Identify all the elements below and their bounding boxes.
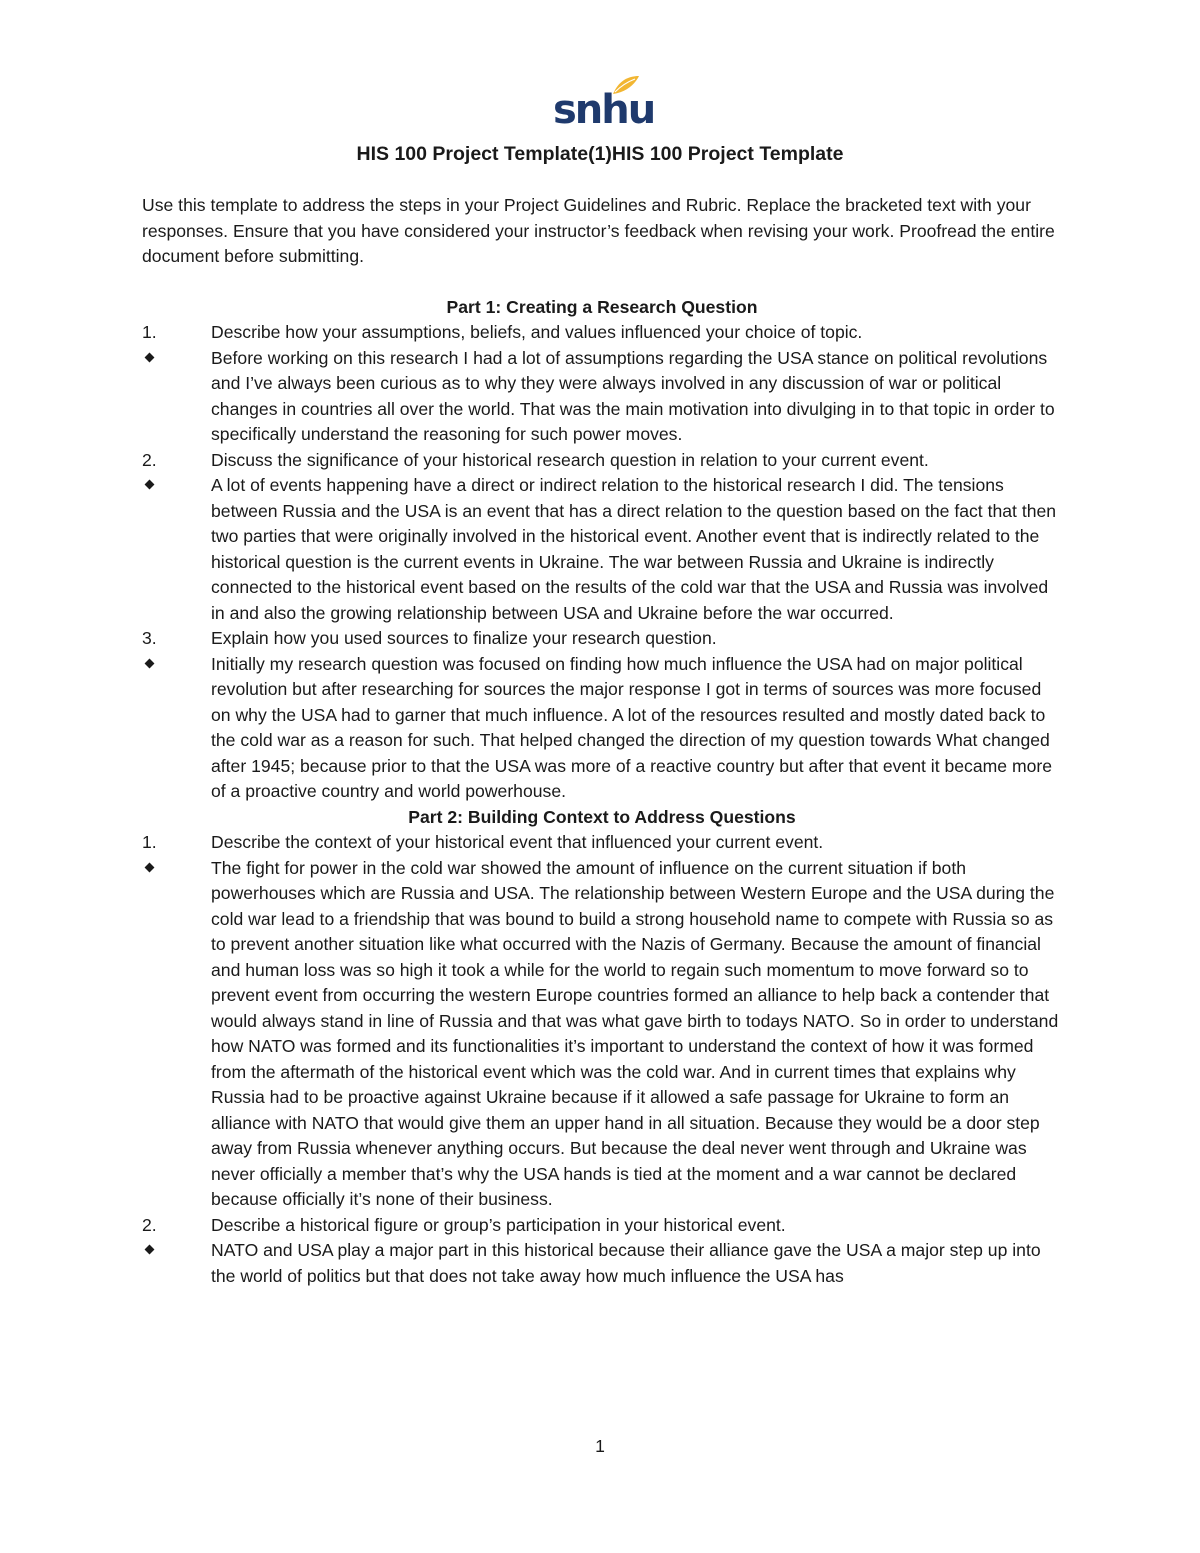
question-text: Describe a historical figure or group’s participation in your historical event. (211, 1214, 786, 1235)
question-text: Discuss the significance of your historical research question in relation to your current event. (211, 449, 929, 470)
list-item (142, 473, 1062, 626)
list-item (142, 830, 1062, 856)
question-text: Describe how your assumptions, beliefs, and values influenced your choice of topic. (211, 322, 863, 342)
list-item (142, 320, 1062, 346)
part1-heading: Part 1: Creating a Research Question (446, 296, 758, 317)
list-item (142, 1213, 1062, 1239)
part2-list (142, 830, 1062, 1289)
snhu-logo (553, 74, 655, 134)
answer-text: The fight for power in the cold war showed the amount of influence on the current situation if both powerhouses which are Russia and USA. The relationship between Western Europe and the USA during the cold war lead to a friendship that was bound to build a strong household name to compete with Russia so as to prevent another situation like what occurred with the Nazis of Germany. Because the amount of financial and human loss was so high it took a while for the world to regain such momentum to move forward so to prevent event from occurring the western Europe countries formed an alliance to help back a contender that would always stand in line of Russia and that was what gave birth to todays NATO. So in order to understand how NATO was formed and its functionalities it’s important to understand the context of how it was formed from the aftermath of the historical event which was the cold war. And in current times that explains why Russia had to be proactive against Ukraine because if it allowed a safe passage for Ukraine to form an alliance with NATO that would give them an upper hand in all situation. Because they would be a door step away from Russia whenever anything occurs. But because the deal never went through and Ukraine was never officially a member that’s why the USA hands is tied at the moment and a war cannot be declared because officially it’s none of their business. (211, 857, 1059, 1209)
list-number: 3. (142, 628, 157, 648)
list-item (142, 652, 1062, 805)
page-number: 1 (595, 1436, 605, 1456)
list-item (142, 346, 1062, 448)
list-number: 2. (142, 449, 157, 470)
list-item (142, 856, 1062, 1213)
logo-wordmark: snhu (553, 87, 655, 133)
question-text: Explain how you used sources to finalize your research question. (211, 628, 717, 648)
list-item (142, 1238, 1062, 1289)
part1-list (142, 320, 1062, 805)
document-body (142, 193, 1062, 1289)
list-item (142, 448, 1062, 474)
intro-paragraph: Use this template to address the steps in your Project Guidelines and Rubric. Replace the bracketed text with your responses. Ensure that you have considered your instructor’s feedback when revising your work. Proofread the entire document before submitting. (142, 195, 1055, 266)
answer-text: Initially my research question was focused on finding how much influence the USA had on major political revolution but after researching for sources the major response I got in terms of sources was more focused on why the USA had to garner that much influence. A lot of the resources resulted and mostly dated back to the cold war as a reason for such. That helped changed the direction of my question towards What changed after 1945; because prior to that the USA was more of a reactive country but after that event it became more of a proactive country and world powerhouse. (211, 653, 1053, 801)
question-text: Describe the context of your historical event that influenced your current event. (211, 832, 824, 852)
list-number: 2. (142, 1214, 157, 1235)
page-title: HIS 100 Project Template(1)HIS 100 Project Template (356, 143, 844, 165)
answer-text: Before working on this research I had a lot of assumptions regarding the USA stance on political revolutions and I’ve always been curious as to why they were always involved in any discussion of war or political changes in countries all over the world. That was the main motivation into divulging in to that topic in order to specifically understand the reasoning for such power moves. (211, 347, 1055, 444)
answer-text: A lot of events happening have a direct or indirect relation to the historical research I did. The tensions between Russia and the USA is an event that has a direct relation to the question based on the fact that then two parties that were originally involved in the historical event. Another event that is indirectly related to the historical question is the current events in Ukraine. The war between Russia and Ukraine is indirectly connected to the historical event based on the results of the cold war that the USA and Russia was involved in and also the growing relationship between USA and Ukraine before the war occurred. (211, 475, 1057, 623)
answer-text: NATO and USA play a major part in this historical because their alliance gave the USA a major step up into the world of politics but that does not take away how much influence the USA has (211, 1240, 1041, 1286)
list-number: 1. (142, 322, 157, 342)
list-number: 1. (142, 832, 157, 852)
part2-heading: Part 2: Building Context to Address Questions (408, 806, 796, 827)
list-item (142, 626, 1062, 652)
